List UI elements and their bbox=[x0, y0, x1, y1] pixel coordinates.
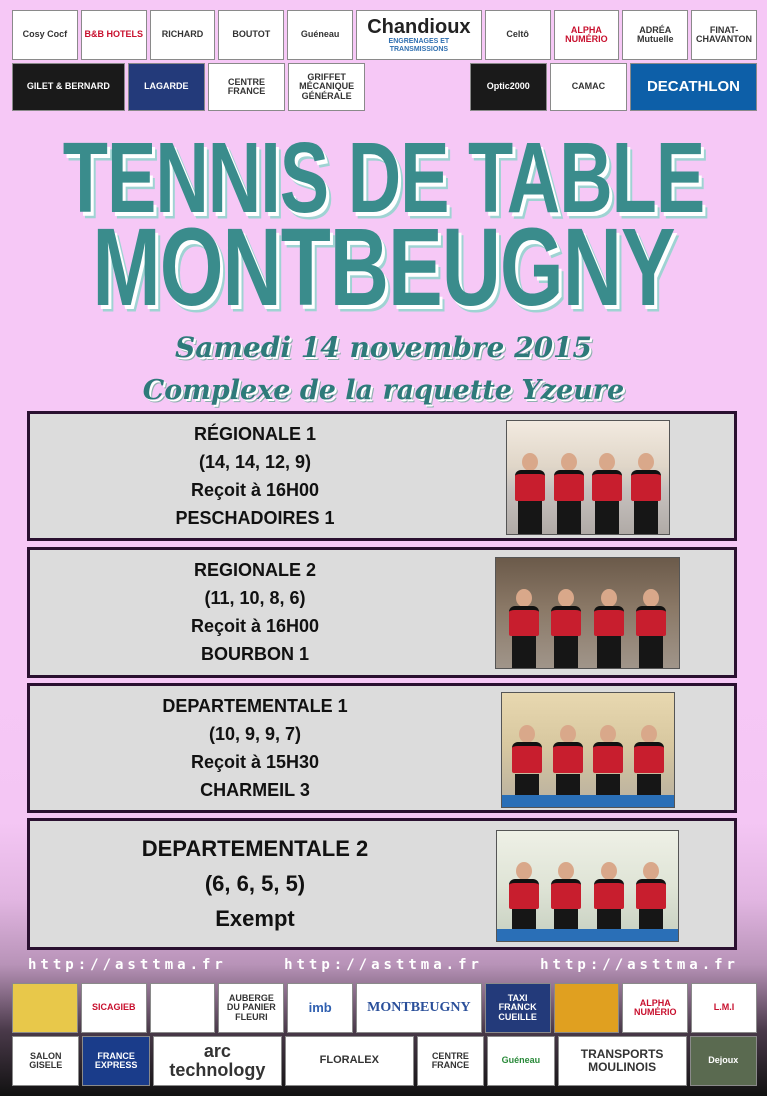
sponsor-logo: SICAGIEB bbox=[81, 983, 147, 1033]
player-figure bbox=[509, 589, 539, 668]
team-points: (6, 6, 5, 5) bbox=[204, 870, 306, 896]
website-link[interactable]: http://asttma.fr bbox=[284, 957, 483, 973]
sponsor-logo: AUBERGE DU PANIER FLEURI bbox=[218, 983, 284, 1033]
sponsor-logo: TRANSPORTS MOULINOIS bbox=[558, 1036, 687, 1086]
team-photo bbox=[501, 692, 675, 808]
website-link[interactable]: http://asttma.fr bbox=[28, 957, 227, 973]
match-panel bbox=[27, 683, 737, 813]
match-info bbox=[30, 550, 480, 675]
sponsor-logo: FINAT-CHAVANTON bbox=[691, 10, 757, 60]
opponent-name: PESCHADOIRES 1 bbox=[175, 507, 335, 528]
sponsor-logo bbox=[150, 983, 216, 1033]
sponsor-logo: B&B HOTELS bbox=[81, 10, 147, 60]
player-figure bbox=[551, 589, 581, 668]
website-link[interactable]: http://asttma.fr bbox=[540, 957, 739, 973]
sponsor-logo: FLORALEX bbox=[285, 1036, 414, 1086]
sponsor-logo: Optic2000 bbox=[470, 63, 547, 111]
opponent-name: BOURBON 1 bbox=[200, 644, 309, 665]
player-figure bbox=[631, 453, 661, 534]
sponsor-logo bbox=[12, 983, 78, 1033]
sponsor-logo: ALPHA NUMÉRIO bbox=[622, 983, 688, 1033]
website-row bbox=[28, 957, 739, 973]
sponsor-logo: TAXI FRANCK CUEILLE bbox=[485, 983, 551, 1033]
page-title: TENNIS DE TABLE bbox=[62, 121, 705, 234]
match-panel bbox=[27, 818, 737, 950]
ping-pong-table bbox=[502, 795, 674, 807]
match-panel bbox=[27, 547, 737, 678]
event-venue: Complexe de la raquette Yzeure bbox=[142, 375, 625, 406]
player-figure bbox=[594, 589, 624, 668]
player-figure bbox=[592, 453, 622, 534]
sponsor-logo: Guéneau bbox=[487, 1036, 554, 1086]
club-name: MONTBEUGNY bbox=[92, 206, 675, 330]
team-points: (14, 14, 12, 9) bbox=[198, 451, 312, 472]
sponsor-logo: FRANCE EXPRESS bbox=[82, 1036, 149, 1086]
player-figure bbox=[636, 589, 666, 668]
sponsor-tagline: ENGRENAGES ET TRANSMISSIONS bbox=[388, 38, 450, 53]
opponent-name: CHARMEIL 3 bbox=[200, 779, 310, 800]
sponsor-logo: RICHARD bbox=[150, 10, 216, 60]
team-photo bbox=[496, 830, 679, 942]
sponsor-logo: Celtô bbox=[485, 10, 551, 60]
sponsor-row-bottom-2 bbox=[12, 1036, 757, 1086]
division-label: RÉGIONALE 1 bbox=[193, 423, 317, 444]
sponsor-logo: ADRÉA Mutuelle bbox=[622, 10, 688, 60]
team-points: (10, 9, 9, 7) bbox=[208, 723, 302, 744]
match-info bbox=[30, 686, 480, 810]
sponsor-logo: BOUTOT bbox=[218, 10, 284, 60]
match-info bbox=[30, 821, 480, 947]
team-photo bbox=[495, 557, 680, 669]
team-photo bbox=[506, 420, 670, 535]
sponsor-logo: Dejoux bbox=[690, 1036, 757, 1086]
ping-pong-table bbox=[497, 929, 678, 941]
sponsor-logo: GRIFFET MÉCANIQUE GÉNÉRALE bbox=[288, 63, 365, 111]
match-time: Reçoit à 16H00 bbox=[190, 616, 320, 637]
sponsor-logo: L.M.I bbox=[691, 983, 757, 1033]
sponsor-logo: DECATHLON bbox=[630, 63, 757, 111]
sponsor-logo: Guéneau bbox=[287, 10, 353, 60]
match-panel bbox=[27, 411, 737, 541]
match-time: Reçoit à 16H00 bbox=[190, 479, 320, 500]
sponsor-row-top-2 bbox=[12, 63, 757, 111]
sponsor-row-bottom-1 bbox=[12, 983, 757, 1033]
sponsor-logo: GILET & BERNARD bbox=[12, 63, 125, 111]
division-label: REGIONALE 2 bbox=[193, 559, 317, 580]
sponsor-logo: LAGARDE bbox=[128, 63, 205, 111]
sponsor-logo: imb bbox=[287, 983, 353, 1033]
player-figure bbox=[554, 453, 584, 534]
sponsor-logo: arc technology bbox=[153, 1036, 282, 1086]
sponsor-logo: ALPHA NUMÉRIO bbox=[554, 10, 620, 60]
player-figure bbox=[515, 453, 545, 534]
event-date: Samedi 14 novembre 2015 bbox=[174, 331, 593, 364]
sponsor-logo: CENTRE FRANCE bbox=[208, 63, 285, 111]
sponsor-logo: SALON GISELE bbox=[12, 1036, 79, 1086]
sponsor-logo bbox=[554, 983, 620, 1033]
division-label: DEPARTEMENTALE 2 bbox=[141, 835, 369, 861]
sponsor-logo: Cosy Cocf bbox=[12, 10, 78, 60]
match-status: Exempt bbox=[215, 906, 295, 932]
sponsor-logo-chandioux bbox=[356, 10, 482, 60]
match-time: Reçoit à 15H30 bbox=[190, 751, 320, 772]
sponsor-logo: CENTRE FRANCE bbox=[417, 1036, 484, 1086]
match-info bbox=[30, 414, 480, 538]
sponsor-row-top-1 bbox=[12, 10, 757, 60]
sponsor-name: Chandioux bbox=[367, 16, 471, 39]
sponsor-logo: MONTBEUGNY bbox=[356, 983, 482, 1033]
division-label: DEPARTEMENTALE 1 bbox=[162, 695, 348, 716]
sponsor-logo-spacer bbox=[368, 63, 467, 111]
team-points: (11, 10, 8, 6) bbox=[204, 587, 306, 608]
sponsor-logo: CAMAC bbox=[550, 63, 627, 111]
